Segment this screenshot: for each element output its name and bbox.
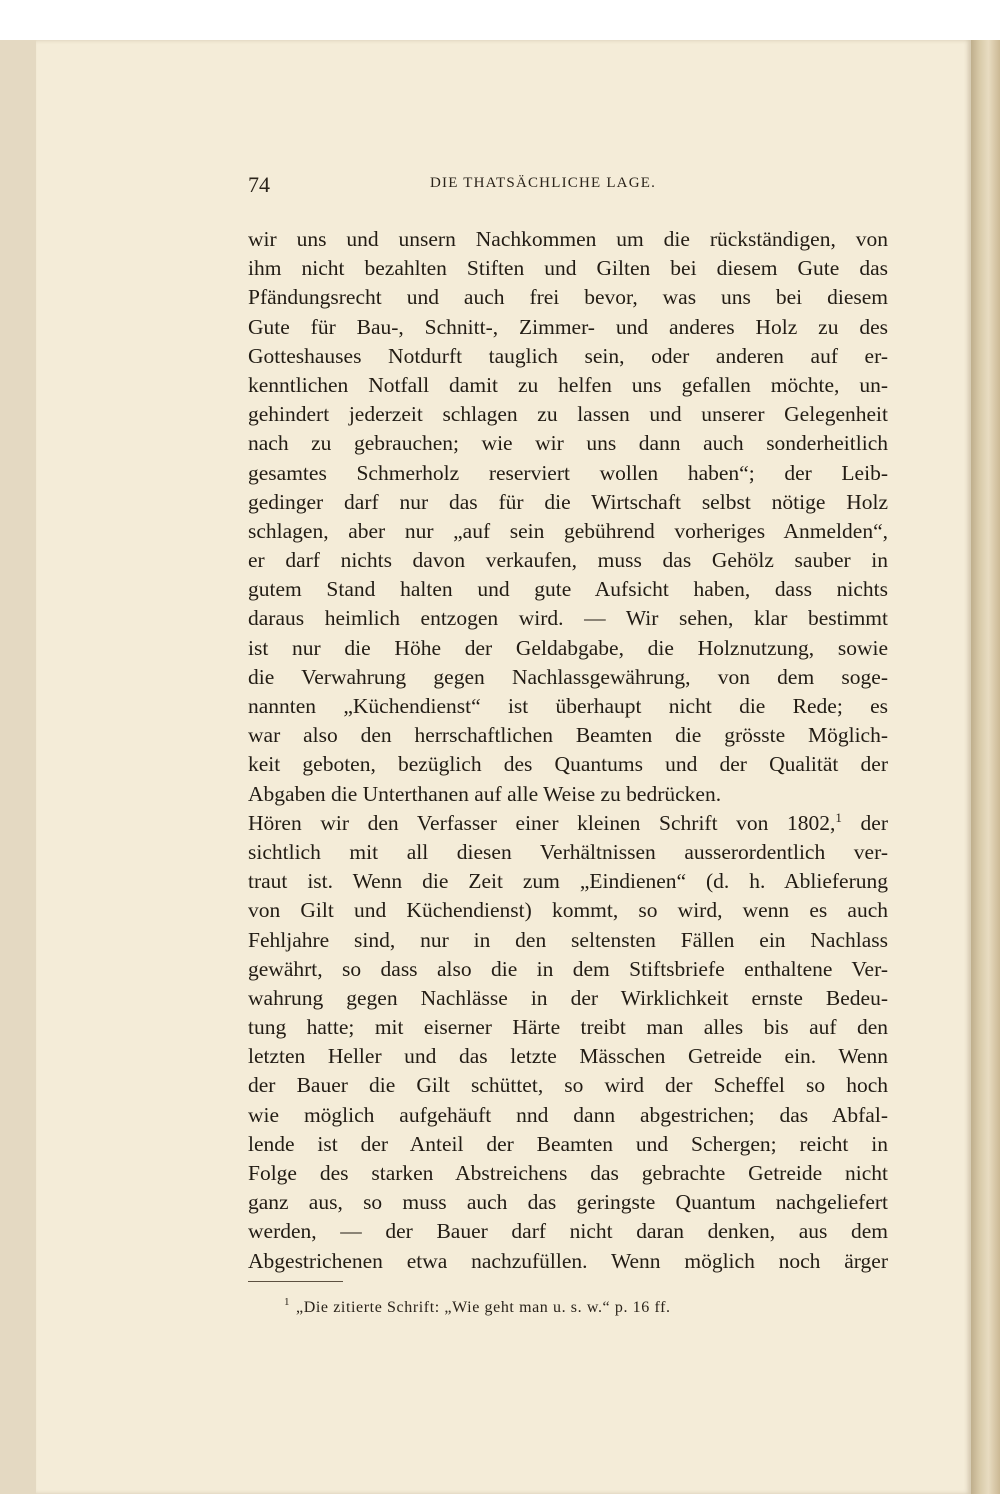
text-line: ganz aus, so muss auch das geringste Quantum nachgeliefert bbox=[248, 1190, 888, 1215]
text-line: wahrung gegen Nachlässe in der Wirklichkeit ernste Bedeu- bbox=[248, 985, 888, 1010]
footnote-marker: 1 bbox=[284, 1296, 290, 1308]
page-number: 74 bbox=[248, 172, 270, 197]
text-line: sichtlich mit all diesen Verhältnissen ausserordentlich ver- bbox=[248, 839, 888, 864]
text-line: Gotteshauses Notdurft tauglich sein, oder anderen auf er- bbox=[248, 343, 888, 368]
scan-border bbox=[0, 0, 1000, 40]
text-line: lende ist der Anteil der Beamten und Schergen; reicht in bbox=[248, 1131, 888, 1156]
text-line: kenntlichen Notfall damit zu helfen uns gefallen möchte, un- bbox=[248, 372, 888, 397]
text-line: die Verwahrung gegen Nachlassgewährung, von dem soge- bbox=[248, 664, 888, 689]
text-line: nannten „Küchendienst“ ist überhaupt nicht die Rede; es bbox=[248, 694, 888, 718]
running-head: DIE THATSÄCHLICHE LAGE. bbox=[430, 175, 657, 191]
text-line: war also den herrschaftlichen Beamten die grösste Möglich- bbox=[248, 723, 888, 748]
body-text bbox=[248, 225, 888, 1276]
text-line: letzten Heller und das letzte Mässchen Getreide ein. Wenn bbox=[248, 1044, 888, 1069]
footnote-divider bbox=[248, 1281, 343, 1282]
text-line: gesamtes Schmerholz reserviert wollen haben“; der Leib- bbox=[248, 460, 888, 485]
text-line: von Gilt und Küchendienst) kommt, so wird, wenn es auch bbox=[248, 898, 888, 923]
text-line-with-note bbox=[248, 809, 888, 838]
text-line: Pfändungsrecht und auch frei bevor, was uns bei diesem bbox=[248, 285, 888, 310]
text-line: Abgestrichenen etwa nachzufüllen. Wenn möglich noch ärger bbox=[248, 1248, 888, 1273]
text-line: gedinger darf nur das für die Wirtschaft selbst nötige Holz bbox=[248, 489, 888, 514]
text-line-end: der bbox=[841, 810, 888, 835]
text-line: schlagen, aber nur „auf sein gebührend vorheriges Anmelden“, bbox=[248, 518, 888, 543]
text-line: gutem Stand halten und gute Aufsicht haben, dass nichts bbox=[248, 577, 888, 602]
text-line: nach zu gebrauchen; wie wir uns dann auch sonderheitlich bbox=[248, 431, 888, 456]
text-line: wir uns und unsern Nachkommen um die rückständigen, von bbox=[248, 227, 888, 251]
text-line: tung hatte; mit eiserner Härte treibt man alles bis auf den bbox=[248, 1015, 888, 1040]
footnote-reference[interactable]: 1 bbox=[835, 809, 842, 825]
text-line: wie möglich aufgehäuft nnd dann abgestrichen; das Abfal- bbox=[248, 1102, 888, 1127]
text-line: Gute für Bau-, Schnitt-, Zimmer- und anderes Holz zu des bbox=[248, 314, 888, 339]
text-line-start: Hören wir den Verfasser einer kleinen Schrift von 1802, bbox=[248, 810, 836, 835]
text-line: der Bauer die Gilt schüttet, so wird der Scheffel so hoch bbox=[248, 1073, 888, 1098]
text-line: Folge des starken Abstreichens das gebrachte Getreide nicht bbox=[248, 1161, 888, 1185]
text-line: traut ist. Wenn die Zeit zum „Eindienen“ (d. h. Ablieferung bbox=[248, 869, 888, 894]
text-line: keit geboten, bezüglich des Quantums und der Qualität der bbox=[248, 752, 888, 777]
text-line: gewährt, so dass also die in dem Stiftsbriefe enthaltene Ver- bbox=[248, 956, 888, 981]
text-line: Abgaben die Unterthanen auf alle Weise zu bedrücken. bbox=[248, 781, 722, 806]
text-line: werden, — der Bauer darf nicht daran denken, aus dem bbox=[248, 1219, 888, 1244]
text-line: ist nur die Höhe der Geldabgabe, die Holznutzung, sowie bbox=[248, 635, 888, 660]
text-line: Fehljahre sind, nur in den seltensten Fällen ein Nachlass bbox=[248, 927, 888, 952]
page-stack-edge bbox=[971, 40, 1000, 1494]
footnote-text: „Die zitierte Schrift: „Wie geht man u. s. w.“ p. 16 ff. bbox=[296, 1299, 671, 1316]
text-line: gehindert jederzeit schlagen zu lassen und unserer Gelegenheit bbox=[248, 402, 888, 427]
text-line: er darf nichts davon verkaufen, muss das Gehölz sauber in bbox=[248, 548, 888, 573]
text-line: daraus heimlich entzogen wird. — Wir sehen, klar bestimmt bbox=[248, 606, 888, 631]
text-line: ihm nicht bezahlten Stiften und Gilten bei diesem Gute das bbox=[248, 256, 888, 281]
